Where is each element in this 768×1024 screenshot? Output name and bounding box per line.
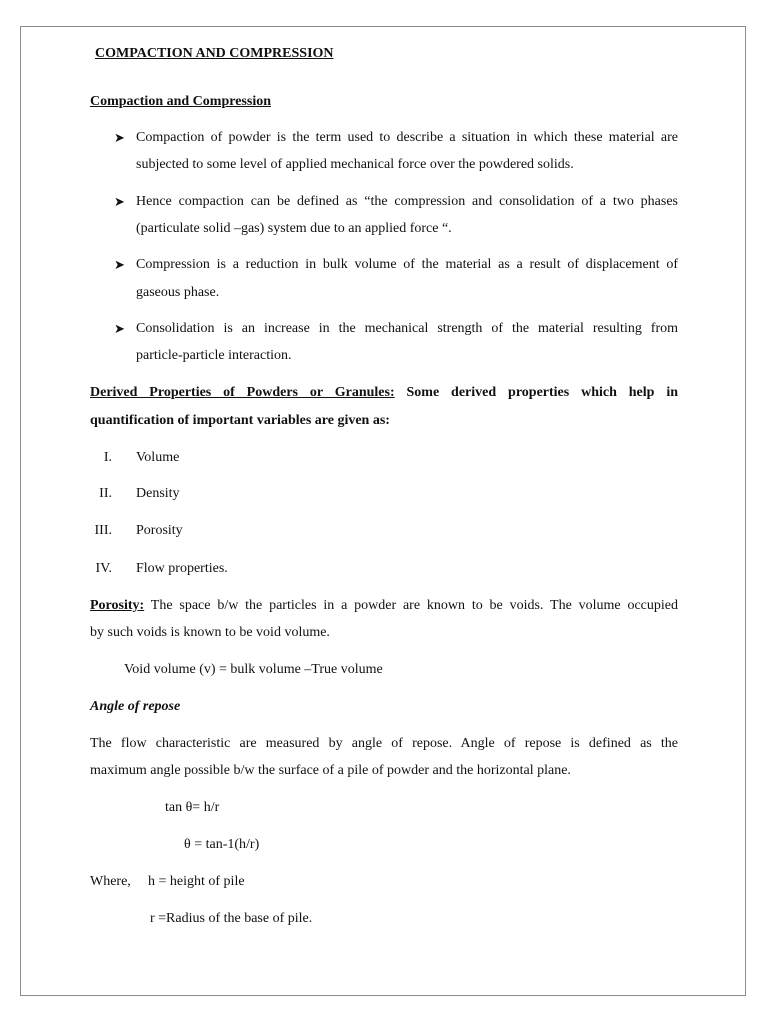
list-item-numeral: I. — [103, 450, 112, 465]
tan-formula: tan θ= h/r — [165, 800, 220, 815]
bullet-arrow-icon: ➤ — [114, 322, 125, 337]
porosity-text-1: The space b/w the particles in a powder are known to be voids. The volume occupied — [150, 598, 678, 613]
derived-properties-intro-2: quantification of important variables are given as: — [90, 413, 390, 428]
bullet-2-line-2: (particulate solid –gas) system due to an applied force “. — [136, 221, 452, 236]
where-h-definition: h = height of pile — [148, 874, 245, 889]
list-item-label: Volume — [136, 450, 180, 465]
section-heading: Compaction and Compression — [90, 94, 271, 109]
document-title: COMPACTION AND COMPRESSION — [95, 46, 334, 61]
bullet-1-line-2: subjected to some level of applied mechanical force over the powdered solids. — [136, 157, 574, 172]
bullet-arrow-icon: ➤ — [114, 195, 125, 210]
porosity-label: Porosity: — [90, 598, 145, 613]
derived-properties-line-1 — [90, 385, 678, 401]
bullet-3-line-1: Compression is a reduction in bulk volume of the material as a result of displacement of — [136, 257, 678, 272]
bullet-arrow-icon: ➤ — [114, 258, 125, 273]
void-volume-formula: Void volume (v) = bulk volume –True volume — [124, 662, 383, 677]
bullet-4-line-2: particle-particle interaction. — [136, 348, 292, 363]
where-label: Where, — [90, 874, 131, 889]
bullet-1-line-1: Compaction of powder is the term used to describe a situation in which these material are — [136, 130, 678, 145]
porosity-line-1 — [90, 598, 678, 614]
angle-of-repose-line-1: The flow characteristic are measured by angle of repose. Angle of repose is defined as the — [90, 736, 678, 751]
bullet-arrow-icon: ➤ — [114, 131, 125, 146]
porosity-line-2: by such voids is known to be void volume. — [90, 625, 330, 640]
derived-properties-heading: Derived Properties of Powders or Granules: — [90, 385, 395, 400]
where-r-definition: r =Radius of the base of pile. — [150, 911, 313, 926]
bullet-2-line-1: Hence compaction can be defined as “the compression and consolidation of a two phases — [136, 194, 678, 209]
angle-of-repose-line-2: maximum angle possible b/w the surface of a pile of powder and the horizontal plane. — [90, 763, 571, 778]
angle-of-repose-heading: Angle of repose — [90, 699, 181, 714]
list-item-numeral: II. — [99, 486, 112, 501]
list-item-numeral: IV. — [95, 561, 112, 576]
theta-formula: θ = tan-1(h/r) — [184, 837, 260, 852]
derived-properties-intro-1: Some derived properties which help in — [406, 385, 679, 400]
list-item-numeral: III. — [94, 523, 112, 538]
list-item-label: Flow properties. — [136, 561, 228, 576]
bullet-4-line-1: Consolidation is an increase in the mechanical strength of the material resulting from — [136, 321, 678, 336]
list-item-label: Density — [136, 486, 180, 501]
list-item-label: Porosity — [136, 523, 183, 538]
bullet-3-line-2: gaseous phase. — [136, 285, 220, 300]
